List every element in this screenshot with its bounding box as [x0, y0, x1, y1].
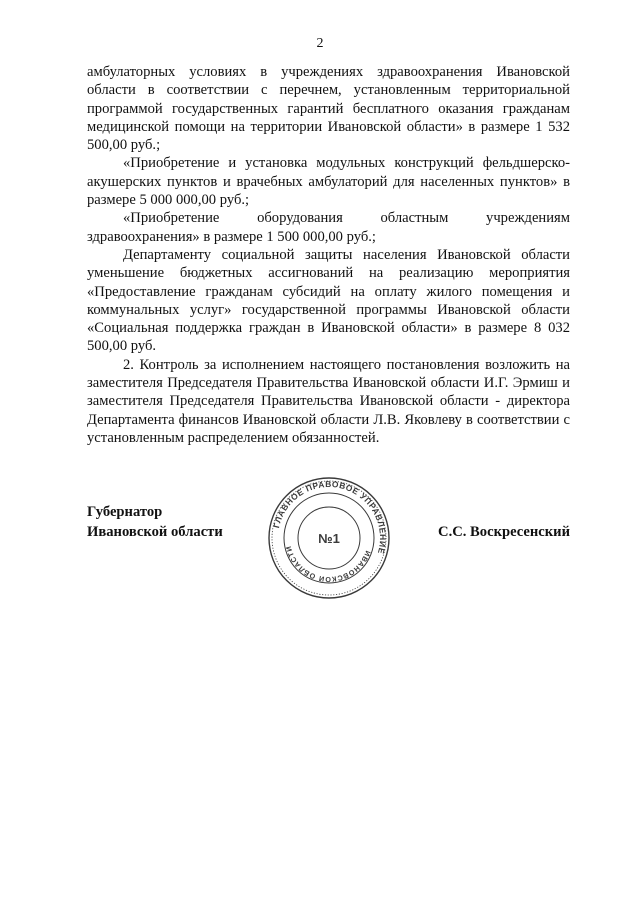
signature-block: [87, 478, 570, 610]
signatory-title-line-2: Ивановской области: [87, 524, 223, 540]
seal-inner-text: ИВАНОВСКОЙ ОБЛАСТИ: [283, 544, 373, 585]
paragraph-4: Департаменту социальной защиты населения Ивановской области уменьшение бюджетных ассигнований на реализацию мероприятия «Предоставление гражданам субсидий на оплату жилого помещения и коммунальных услуг» государственной программы Ивановской области «Социальная поддержка граждан в Ивановской области» в размере 8 032 500,00 руб.: [87, 246, 570, 355]
paragraph-5: 2. Контроль за исполнением настоящего постановления возложить на заместителя Председателя Правительства Ивановской области И.Г. Эрмиш и заместителя Председателя Правительства Ивановской области - директора Департамента финансов Ивановской области Л.В. Яковлеву в соответствии с установленным распределением обязанностей.: [87, 356, 570, 446]
official-seal-stamp: [267, 476, 391, 600]
seal-outer-text: ГЛАВНОЕ ПРАВОВОЕ УПРАВЛЕНИЕ: [271, 478, 389, 556]
signatory-title: [87, 502, 223, 542]
seal-number: №1: [318, 531, 340, 546]
document-body: [87, 63, 570, 447]
page-number: 2: [316, 36, 324, 51]
paragraph-2: «Приобретение и установка модульных конструкций фельдшерско-акушерских пунктов и врачебных амбулаторий для населенных пунктов» в размере 5 000 000,00 руб.;: [87, 155, 570, 209]
paragraph-3: «Приобретение оборудования областным учреждениям здравоохранения» в размере 1 500 000,00 руб.;: [87, 210, 570, 245]
paragraph-1: амбулаторных условиях в учреждениях здравоохранения Ивановской области в соответствии с перечнем, установленным территориальной программой государственных гарантий бесплатного оказания гражданам медицинской помощи на территории Ивановской области» в размере 1 532 500,00 руб.;: [87, 64, 570, 154]
signatory-name: С.С. Воскресенский: [438, 524, 570, 540]
signatory-title-line-1: Губернатор: [87, 504, 163, 520]
